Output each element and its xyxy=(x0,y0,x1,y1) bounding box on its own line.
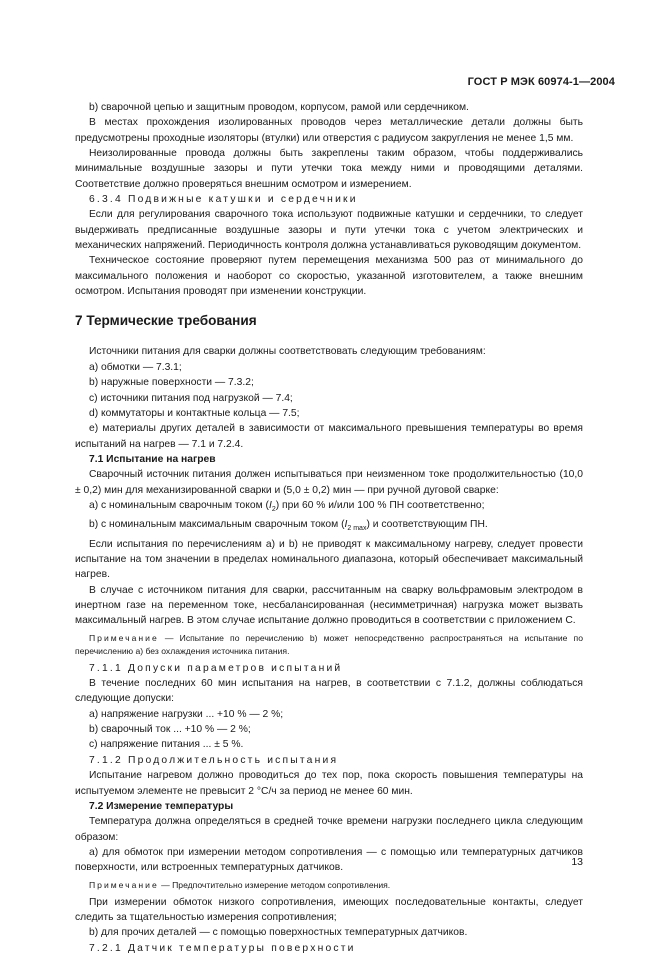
subsection-heading-7-1-1: 7.1.1 Допуски параметров испытаний xyxy=(89,662,343,674)
note-text: — Испытание по перечислению b) может непосредственно распространяться на испытание по перечислению а) без охлаждения источника питания. xyxy=(75,632,583,656)
subsection-heading-7-1: 7.1 Испытание на нагрев xyxy=(89,453,216,465)
list-item xyxy=(75,517,583,536)
list-item xyxy=(75,498,583,517)
paragraph: Сварочный источник питания должен испытываться при неизменном токе продолжительностью (10,0 ± 0,2) мин для механизированной сварки и (5,0 ± 0,2) мин — при ручной дуговой сварке: xyxy=(75,469,583,496)
text-fragment: b) с номинальным максимальным сварочным током ( xyxy=(89,519,345,531)
note xyxy=(75,632,583,658)
page-number: 13 xyxy=(571,856,583,868)
variable-symbol: I xyxy=(344,519,348,531)
paragraph: Температура должна определяться в средней точке времени нагрузки последнего цикла следующим образом: xyxy=(75,816,583,843)
paragraph: Испытание нагревом должно проводиться до тех пор, пока скорость повышения температуры на испытуемом элементе не превысит 2 °С/ч за период не менее 60 мин. xyxy=(75,770,583,797)
note-text: — Предпочтительно измерение методом сопротивления. xyxy=(158,879,391,890)
list-item: с) источники питания под нагрузкой — 7.4; xyxy=(89,392,293,404)
list-item: b) наружные поверхности — 7.3.2; xyxy=(89,377,254,389)
variable-symbol: I xyxy=(268,499,272,511)
paragraph: Если для регулирования сварочного тока используют подвижные катушки и сердечники, то следует выдерживать предписанные воздушные зазоры и пути утечки тока с учетом электрических и механических напряжений. Периодичность контроля должна устанавливаться руководящим документом. xyxy=(75,209,583,252)
document-body xyxy=(75,100,583,956)
variable-subscript: 2 max xyxy=(347,525,367,533)
paragraph: В местах прохождения изолированных проводов через металлические детали должны быть предусмотрены проходные изоляторы (втулки) или отверстия с радиусом закругления не менее 1,5 мм. xyxy=(75,117,583,144)
list-item: b) для прочих деталей — с помощью поверхностных температурных датчиков. xyxy=(89,927,468,939)
list-item: а) для обмоток при измерении методом сопротивления — с помощью или температурных датчиков поверхности, или встроенных температурных датчиков. xyxy=(75,846,583,874)
paragraph: В случае с источником питания для сварки, рассчитанным на сварку вольфрамовым электродом в инертном газе на переменном токе, несбалансированная (несимметричная) нагрузка может вызвать максимальный нагрев. В этом случае испытание должно проводиться в соответствии с приложением С. xyxy=(75,584,583,627)
list-item: а) обмотки — 7.3.1; xyxy=(89,361,182,373)
list-item: с) напряжение питания ... ± 5 %. xyxy=(89,739,244,751)
subsection-heading-7-2: 7.2 Измерение температуры xyxy=(89,800,234,812)
section-heading-7: 7 Термические требования xyxy=(75,313,257,329)
list-item: е) материалы других деталей в зависимости от максимального превышения температуры во время испытаний на нагрев — 7.1 и 7.2.4. xyxy=(75,423,583,450)
paragraph: При измерении обмоток низкого сопротивления, имеющих последовательные контакты, следует следить за тщательностью измерения сопротивления; xyxy=(75,896,583,923)
paragraph: Неизолированные провода должны быть закреплены таким образом, чтобы поддерживались минимальные воздушные зазоры и пути утечки тока между ними и проводящими деталями. Соответствие должно проверяться внешним осмотром и измерением. xyxy=(75,148,583,190)
list-item: а) напряжение нагрузки ... +10 % — 2 %; xyxy=(89,708,284,720)
paragraph: Если испытания по перечислениям а) и b) не приводят к максимальному нагреву, следует провести испытание на том значении в пределах номинального диапазона, который обеспечивает максимальный нагрев. xyxy=(75,538,583,581)
text-fragment: а) с номинальным сварочным током ( xyxy=(89,499,269,511)
list-item: b) сварочный ток ... +10 % — 2 %; xyxy=(89,724,251,736)
note-label: Примечание xyxy=(89,879,159,890)
paragraph: b) сварочной цепью и защитным проводом, корпусом, рамой или сердечником. xyxy=(89,102,469,113)
text-fragment: ) и соответствующим ПН. xyxy=(366,519,488,531)
subsection-heading-7-1-2: 7.1.2 Продолжительность испытания xyxy=(89,754,339,766)
list-item: d) коммутаторы и контактные кольца — 7.5; xyxy=(89,407,300,419)
note-label: Примечание xyxy=(89,632,159,643)
text-fragment: ) при 60 % и/или 100 % ПН соответственно; xyxy=(275,499,485,511)
variable-subscript: 2 xyxy=(271,505,276,513)
subsection-heading-7-2-1: 7.2.1 Датчик температуры поверхности xyxy=(89,942,356,954)
subsection-heading-6-3-4: 6.3.4 Подвижные катушки и сердечники xyxy=(89,194,358,206)
note xyxy=(75,879,583,892)
paragraph: В течение последних 60 мин испытания на нагрев, в соответствии с 7.1.2, должны соблюдаться следующие допуски: xyxy=(75,678,583,705)
paragraph: Источники питания для сварки должны соответствовать следующим требованиям: xyxy=(89,346,486,358)
document-header: ГОСТ Р МЭК 60974-1—2004 xyxy=(467,76,615,88)
paragraph: Техническое состояние проверяют путем перемещения механизма 500 раз от минимального до максимального положения и наоборот со скоростью, указанной изготовителем, а также внешним осмотром. Испытания проводят при изменении конструкции. xyxy=(75,255,583,298)
